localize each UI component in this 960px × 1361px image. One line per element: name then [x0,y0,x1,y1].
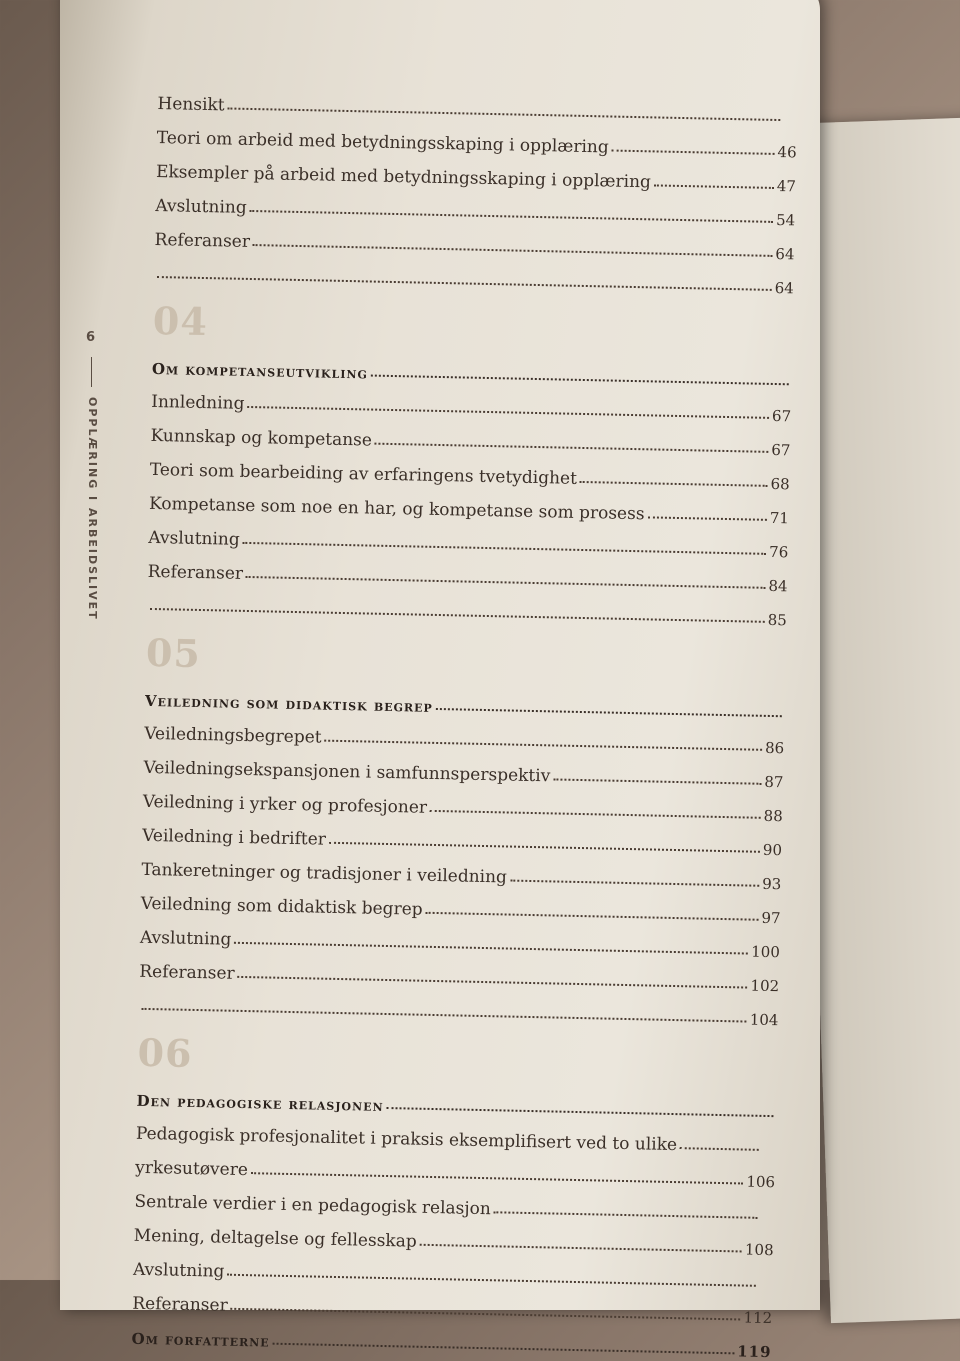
toc-entry-title: Avslutning [133,1260,225,1282]
chapter-title-text: Om kompetanseutvikling [152,360,368,383]
table-of-contents [131,80,797,1361]
toc-entry-title: Referanser [154,230,250,252]
toc-entry-title: Tankeretninger og tradisjoner i veiledning [141,860,507,888]
toc-group-top [154,80,798,297]
toc-entry-page: 86 [765,739,784,757]
toc-entry-page: 64 [774,279,793,297]
toc-entry-page: 112 [743,1309,772,1328]
toc-entry-page: 54 [776,211,795,229]
toc-entry-page: 104 [750,1011,779,1030]
leader-dots [647,516,766,520]
chapter-number: 04 [152,284,793,357]
leader-dots [510,880,759,887]
leader-dots [430,810,761,819]
leader-dots [580,481,768,487]
sidebar-rule [91,357,92,387]
toc-entry-page: 84 [768,577,787,595]
toc-entry-title: Teori som bearbeiding av erfaringens tvetydighet [150,460,577,489]
toc-entry-title: Avslutning [140,928,232,950]
toc-entry-title: Avslutning [155,196,247,218]
toc-entry-title: Veiledning i bedrifter [142,826,326,850]
toc-entry-title: Referanser [132,1294,228,1316]
toc-entry-page: 67 [771,441,790,459]
running-header [86,330,112,621]
toc-entry-title: Teori om arbeid med betydningsskaping i opplæring [157,128,609,157]
toc-entry-title: Veiledning som didaktisk begrep [141,894,423,920]
leader-dots [494,1211,758,1219]
toc-entry-page: 100 [751,943,780,962]
toc-entry-title: Veiledning i yrker og profesjoner [143,792,428,818]
chapter-title-text: Den pedagogiske relasjonen [136,1092,383,1115]
leader-dots [426,912,759,921]
toc-entry-page: 90 [763,841,782,859]
authors-page: 119 [737,1342,772,1361]
leader-dots [553,778,761,784]
toc-entry-title: Veiledningsekspansjonen i samfunnsperspektiv [143,758,550,787]
toc-entry-page: 108 [745,1241,774,1260]
toc-entry-title: Sentrale verdier i en pedagogisk relasjon [134,1192,491,1219]
toc-entry-page: 106 [746,1173,775,1192]
toc-entry-title: Pedagogisk profesjonalitet i praksis eksemplifisert ved to ulike [136,1124,678,1155]
leader-dots [436,708,782,717]
toc-entry-page: 68 [770,475,789,493]
leader-dots [654,184,774,189]
toc-entry-title: Mening, deltagelse og fellesskap [134,1226,417,1252]
toc-entry-page: 97 [761,909,780,927]
authors-title: Om forfatterne [131,1330,269,1351]
toc-entry-title: Hensikt [157,94,225,115]
leader-dots [273,1343,735,1355]
toc-entry-page: 88 [763,807,782,825]
leader-dots [680,1147,759,1151]
toc-entry-title: Eksempler på arbeid med betydningsskaping i opplæring [156,162,651,192]
toc-group-06 [132,1110,776,1327]
chapter-title-text: Veiledning som didaktisk begrep [145,692,433,716]
running-title: OPPLÆRING I ARBEIDSLIVET [86,397,99,621]
toc-entry-page: 46 [777,143,796,161]
toc-entry-title: Referanser [147,562,243,584]
toc-entry-page: 47 [777,177,796,195]
toc-entry-title: yrkesutøvere [135,1158,248,1180]
leader-dots [420,1244,742,1253]
toc-group-05 [138,710,784,1029]
toc-entry-page: 85 [768,611,787,629]
toc-entry-page: 93 [762,875,781,893]
toc-entry-title: Veiledningsbegrepet [144,724,322,748]
chapter-number: 06 [137,1016,778,1089]
page-number: 6 [86,330,112,345]
toc-group-04 [147,378,792,629]
toc-entry-title: Avslutning [148,528,240,550]
toc-entry-title: Innledning [151,392,245,414]
toc-entry-page: 102 [750,977,779,996]
toc-entry-page: 67 [772,407,791,425]
chapter-number: 05 [146,616,787,689]
toc-entry-page: 64 [775,245,794,263]
toc-entry-page: 76 [769,543,788,561]
toc-entry-title: Kompetanse som noe en har, og kompetanse som prosess [149,494,645,524]
toc-entry-page: 71 [770,509,789,527]
leader-dots [612,150,775,155]
toc-entry-title: Kunnskap og kompetanse [150,426,372,451]
toc-entry-page: 87 [764,773,783,791]
toc-entry-title: Referanser [139,962,235,984]
